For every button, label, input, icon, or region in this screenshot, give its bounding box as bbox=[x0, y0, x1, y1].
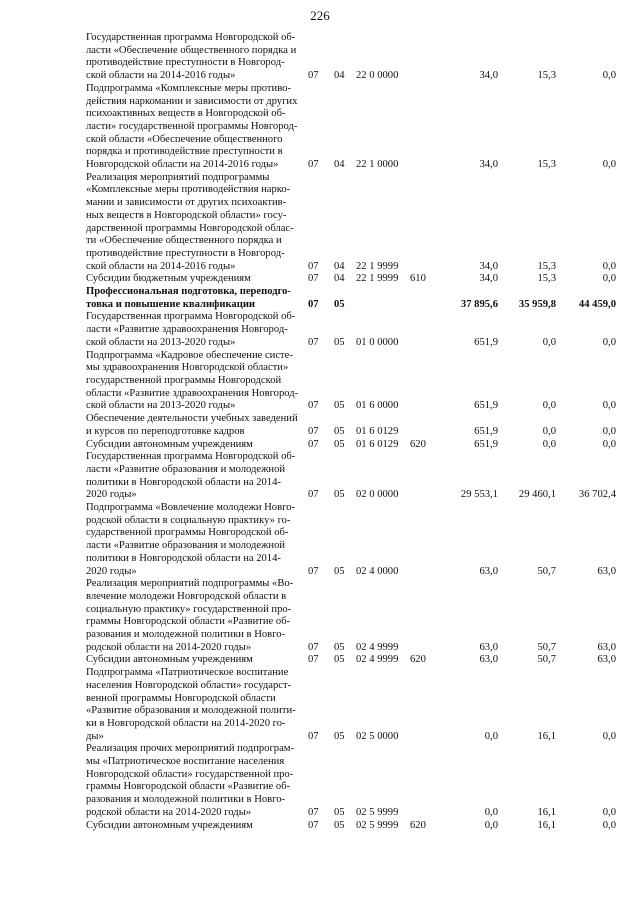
target-article-code: 02 5 9999 bbox=[356, 806, 399, 818]
row-name-text: Подпрограмма «Комплексные меры противо- действия наркомании и зависимости от других психоактивных веществ в Новгородской об- ласти» государственной программы Новгород- ской области «Обеспечение общественного порядка и противодействие преступности в Новгородской области на 2014-2016 годы» bbox=[86, 82, 298, 171]
section-code: 07 bbox=[308, 400, 319, 412]
section-code: 07 bbox=[308, 489, 319, 501]
amount-year-1: 37 895,6 bbox=[460, 298, 498, 310]
section-code: 07 bbox=[308, 298, 319, 310]
row-name-text: Профессиональная подготовка, переподго- товка и повышение квалификации bbox=[86, 286, 291, 310]
row-name-cell bbox=[86, 413, 308, 438]
row-name-text: Подпрограмма «Кадровое обеспечение систе- мы здравоохранения Новгородской области» государственной программы Новгородской области «Развитие здравоохранения Новгород- ской области на 2013-2020 годы» bbox=[86, 349, 299, 412]
amount-year-1: 63,0 bbox=[479, 565, 498, 577]
amount-year-3: 0,0 bbox=[602, 260, 616, 272]
target-article-code: 01 6 0129 bbox=[356, 438, 399, 450]
expense-type-code bbox=[410, 286, 440, 311]
subsection-code: 04 bbox=[334, 260, 345, 272]
subsection-code: 04 bbox=[334, 70, 345, 82]
amount-year-3: 0,0 bbox=[602, 273, 616, 285]
table-row bbox=[86, 286, 616, 311]
expense-type-code bbox=[410, 83, 440, 172]
expense-type-code: 610 bbox=[410, 273, 426, 285]
budget-table-body bbox=[86, 32, 616, 832]
section-code: 07 bbox=[308, 70, 319, 82]
target-article-code: 01 0 0000 bbox=[356, 336, 399, 348]
amount-year-2: 0,0 bbox=[542, 438, 556, 450]
row-name-cell bbox=[86, 820, 308, 833]
table-row bbox=[86, 451, 616, 502]
amount-year-2: 15,3 bbox=[537, 159, 556, 171]
amount-year-2: 50,7 bbox=[537, 565, 556, 577]
row-name-text: Субсидии бюджетным учреждениям bbox=[86, 273, 251, 285]
row-name-cell bbox=[86, 502, 308, 578]
row-name-text: Подпрограмма «Патриотическое воспитание населения Новгородской области» государст- венной программы Новгородской области «Развитие образования и молодежной полити- ки в Новгородской области на 2014-2020 го- ды» bbox=[86, 667, 296, 742]
table-row bbox=[86, 273, 616, 286]
section-code: 07 bbox=[308, 260, 319, 272]
expense-type-code bbox=[410, 311, 440, 349]
row-name-text: Государственная программа Новгородской об- ласти «Развитие здравоохранения Новгород- ской области на 2013-2020 годы» bbox=[86, 311, 296, 348]
amount-year-2: 16,1 bbox=[537, 730, 556, 742]
table-row bbox=[86, 172, 616, 274]
amount-year-3: 63,0 bbox=[597, 654, 616, 666]
target-article-code: 02 0 0000 bbox=[356, 489, 399, 501]
amount-year-1: 0,0 bbox=[484, 730, 498, 742]
amount-year-1: 651,9 bbox=[474, 438, 498, 450]
amount-year-1: 0,0 bbox=[484, 819, 498, 831]
amount-year-3: 0,0 bbox=[602, 70, 616, 82]
subsection-code: 05 bbox=[334, 806, 345, 818]
row-name-cell bbox=[86, 654, 308, 667]
amount-year-2: 29 460,1 bbox=[518, 489, 556, 501]
amount-year-3: 36 702,4 bbox=[578, 489, 616, 501]
target-article-code: 01 6 0129 bbox=[356, 425, 399, 437]
row-name-cell bbox=[86, 83, 308, 172]
amount-year-1: 34,0 bbox=[479, 159, 498, 171]
row-name-cell bbox=[86, 667, 308, 743]
expense-type-code: 620 bbox=[410, 438, 426, 450]
table-row bbox=[86, 820, 616, 833]
amount-year-2: 50,7 bbox=[537, 641, 556, 653]
expense-type-code bbox=[410, 578, 440, 654]
amount-year-3: 44 459,0 bbox=[578, 298, 616, 310]
table-row bbox=[86, 32, 616, 83]
expense-type-code bbox=[410, 172, 440, 274]
amount-year-1: 34,0 bbox=[479, 273, 498, 285]
target-article-code: 22 1 9999 bbox=[356, 273, 399, 285]
section-code: 07 bbox=[308, 641, 319, 653]
expense-type-code: 620 bbox=[410, 654, 426, 666]
amount-year-3: 0,0 bbox=[602, 425, 616, 437]
target-article-code: 22 1 0000 bbox=[356, 159, 399, 171]
table-row bbox=[86, 743, 616, 819]
amount-year-3: 63,0 bbox=[597, 641, 616, 653]
table-row bbox=[86, 578, 616, 654]
row-name-text: Государственная программа Новгородской об- ласти «Развитие образования и молодежной политики в Новгородской области на 2014- 2020 годы» bbox=[86, 451, 296, 501]
subsection-code: 05 bbox=[334, 438, 345, 450]
table-row bbox=[86, 83, 616, 172]
table-row bbox=[86, 502, 616, 578]
amount-year-3: 0,0 bbox=[602, 336, 616, 348]
expense-type-code bbox=[410, 413, 440, 438]
amount-year-3: 0,0 bbox=[602, 730, 616, 742]
amount-year-2: 0,0 bbox=[542, 425, 556, 437]
target-article-code: 22 1 9999 bbox=[356, 260, 399, 272]
section-code: 07 bbox=[308, 438, 319, 450]
row-name-text: Реализация мероприятий подпрограммы «Комплексные меры противодействия нарко- мании и зависимости от других психоактив- ных веществ в Новгородской области» госу- дарственной программы Новгородской облас- ти «Обеспечение общественного порядка и противодействие преступности в Новгород- ской области на 2014-2016 годы» bbox=[86, 171, 294, 272]
subsection-code: 05 bbox=[334, 336, 345, 348]
target-article-code: 02 5 9999 bbox=[356, 819, 399, 831]
amount-year-2: 15,3 bbox=[537, 260, 556, 272]
amount-year-2: 16,1 bbox=[537, 819, 556, 831]
table-row bbox=[86, 350, 616, 414]
expense-type-code: 620 bbox=[410, 819, 426, 831]
row-name-cell bbox=[86, 578, 308, 654]
amount-year-3: 63,0 bbox=[597, 565, 616, 577]
section-code: 07 bbox=[308, 159, 319, 171]
row-name-cell bbox=[86, 172, 308, 274]
target-article-code: 22 0 0000 bbox=[356, 70, 399, 82]
row-name-cell bbox=[86, 32, 308, 83]
row-name-cell bbox=[86, 451, 308, 502]
section-code: 07 bbox=[308, 425, 319, 437]
row-name-cell bbox=[86, 311, 308, 349]
amount-year-3: 0,0 bbox=[602, 400, 616, 412]
row-name-cell bbox=[86, 273, 308, 286]
target-article-code: 02 4 9999 bbox=[356, 654, 399, 666]
row-name-cell bbox=[86, 439, 308, 452]
amount-year-2: 35 959,8 bbox=[518, 298, 556, 310]
target-article-code: 02 4 9999 bbox=[356, 641, 399, 653]
subsection-code: 04 bbox=[334, 159, 345, 171]
subsection-code: 05 bbox=[334, 641, 345, 653]
row-name-text: Реализация мероприятий подпрограммы «Во- влечение молодежи Новгородской области в социальную практику» государственной про- граммы Новгородской области «Развитие об- разования и молодежной политики в Новго- родской области на 2014-2020 годы» bbox=[86, 578, 294, 653]
amount-year-3: 0,0 bbox=[602, 438, 616, 450]
section-code: 07 bbox=[308, 273, 319, 285]
expense-type-code bbox=[410, 667, 440, 743]
amount-year-1: 651,9 bbox=[474, 425, 498, 437]
table-row bbox=[86, 667, 616, 743]
target-article-code: 02 4 0000 bbox=[356, 565, 399, 577]
subsection-code: 05 bbox=[334, 298, 345, 310]
amount-year-1: 651,9 bbox=[474, 400, 498, 412]
row-name-text: Государственная программа Новгородской об- ласти «Обеспечение общественного порядка и противодействие преступности в Новгород- ской области на 2014-2016 годы» bbox=[86, 32, 297, 82]
page-number: 226 bbox=[310, 8, 330, 23]
amount-year-1: 0,0 bbox=[484, 806, 498, 818]
amount-year-1: 63,0 bbox=[479, 641, 498, 653]
row-name-text: Реализация прочих мероприятий подпрограм- мы «Патриотическое воспитание населения Новгородской области» государственной про- граммы Новгородской области «Развитие об- разования и молодежной политики в Новго- родской области на 2014-2020 годы» bbox=[86, 743, 295, 818]
row-name-cell bbox=[86, 743, 308, 819]
subsection-code: 05 bbox=[334, 489, 345, 501]
target-article-code: 01 6 0000 bbox=[356, 400, 399, 412]
subsection-code: 05 bbox=[334, 425, 345, 437]
section-code: 07 bbox=[308, 336, 319, 348]
expense-type-code bbox=[410, 350, 440, 414]
table-row bbox=[86, 413, 616, 438]
amount-year-1: 651,9 bbox=[474, 336, 498, 348]
target-article-code: 02 5 0000 bbox=[356, 730, 399, 742]
table-row bbox=[86, 654, 616, 667]
row-name-text: Обеспечение деятельности учебных заведений и курсов по переподготовке кадров bbox=[86, 413, 298, 437]
amount-year-2: 0,0 bbox=[542, 336, 556, 348]
expense-type-code bbox=[410, 451, 440, 502]
budget-table bbox=[86, 32, 616, 832]
subsection-code: 05 bbox=[334, 730, 345, 742]
section-code: 07 bbox=[308, 806, 319, 818]
section-code: 07 bbox=[308, 654, 319, 666]
amount-year-2: 16,1 bbox=[537, 806, 556, 818]
row-name-text: Субсидии автономным учреждениям bbox=[86, 654, 253, 666]
section-code: 07 bbox=[308, 730, 319, 742]
section-code: 07 bbox=[308, 819, 319, 831]
table-row bbox=[86, 439, 616, 452]
amount-year-1: 34,0 bbox=[479, 260, 498, 272]
subsection-code: 04 bbox=[334, 273, 345, 285]
expense-type-code bbox=[410, 743, 440, 819]
amount-year-1: 63,0 bbox=[479, 654, 498, 666]
row-name-cell bbox=[86, 350, 308, 414]
subsection-code: 05 bbox=[334, 565, 345, 577]
row-name-text: Субсидии автономным учреждениям bbox=[86, 438, 253, 450]
amount-year-1: 29 553,1 bbox=[460, 489, 498, 501]
row-name-text: Подпрограмма «Вовлечение молодежи Новго- родской области в социальную практику» го- сударственной программы Новгородской об- ласти «Развитие образования и молодежной политики в Новгородской области на 2014- 2020 годы» bbox=[86, 502, 296, 577]
table-row bbox=[86, 311, 616, 349]
section-code: 07 bbox=[308, 565, 319, 577]
amount-year-2: 15,3 bbox=[537, 273, 556, 285]
amount-year-3: 0,0 bbox=[602, 819, 616, 831]
expense-type-code bbox=[410, 32, 440, 83]
row-name-cell bbox=[86, 286, 308, 311]
subsection-code: 05 bbox=[334, 654, 345, 666]
subsection-code: 05 bbox=[334, 400, 345, 412]
amount-year-2: 50,7 bbox=[537, 654, 556, 666]
amount-year-1: 34,0 bbox=[479, 70, 498, 82]
expense-type-code bbox=[410, 502, 440, 578]
amount-year-3: 0,0 bbox=[602, 159, 616, 171]
subsection-code: 05 bbox=[334, 819, 345, 831]
amount-year-3: 0,0 bbox=[602, 806, 616, 818]
target-article-code bbox=[356, 286, 410, 311]
row-name-text: Субсидии автономным учреждениям bbox=[86, 819, 253, 831]
amount-year-2: 15,3 bbox=[537, 70, 556, 82]
amount-year-2: 0,0 bbox=[542, 400, 556, 412]
